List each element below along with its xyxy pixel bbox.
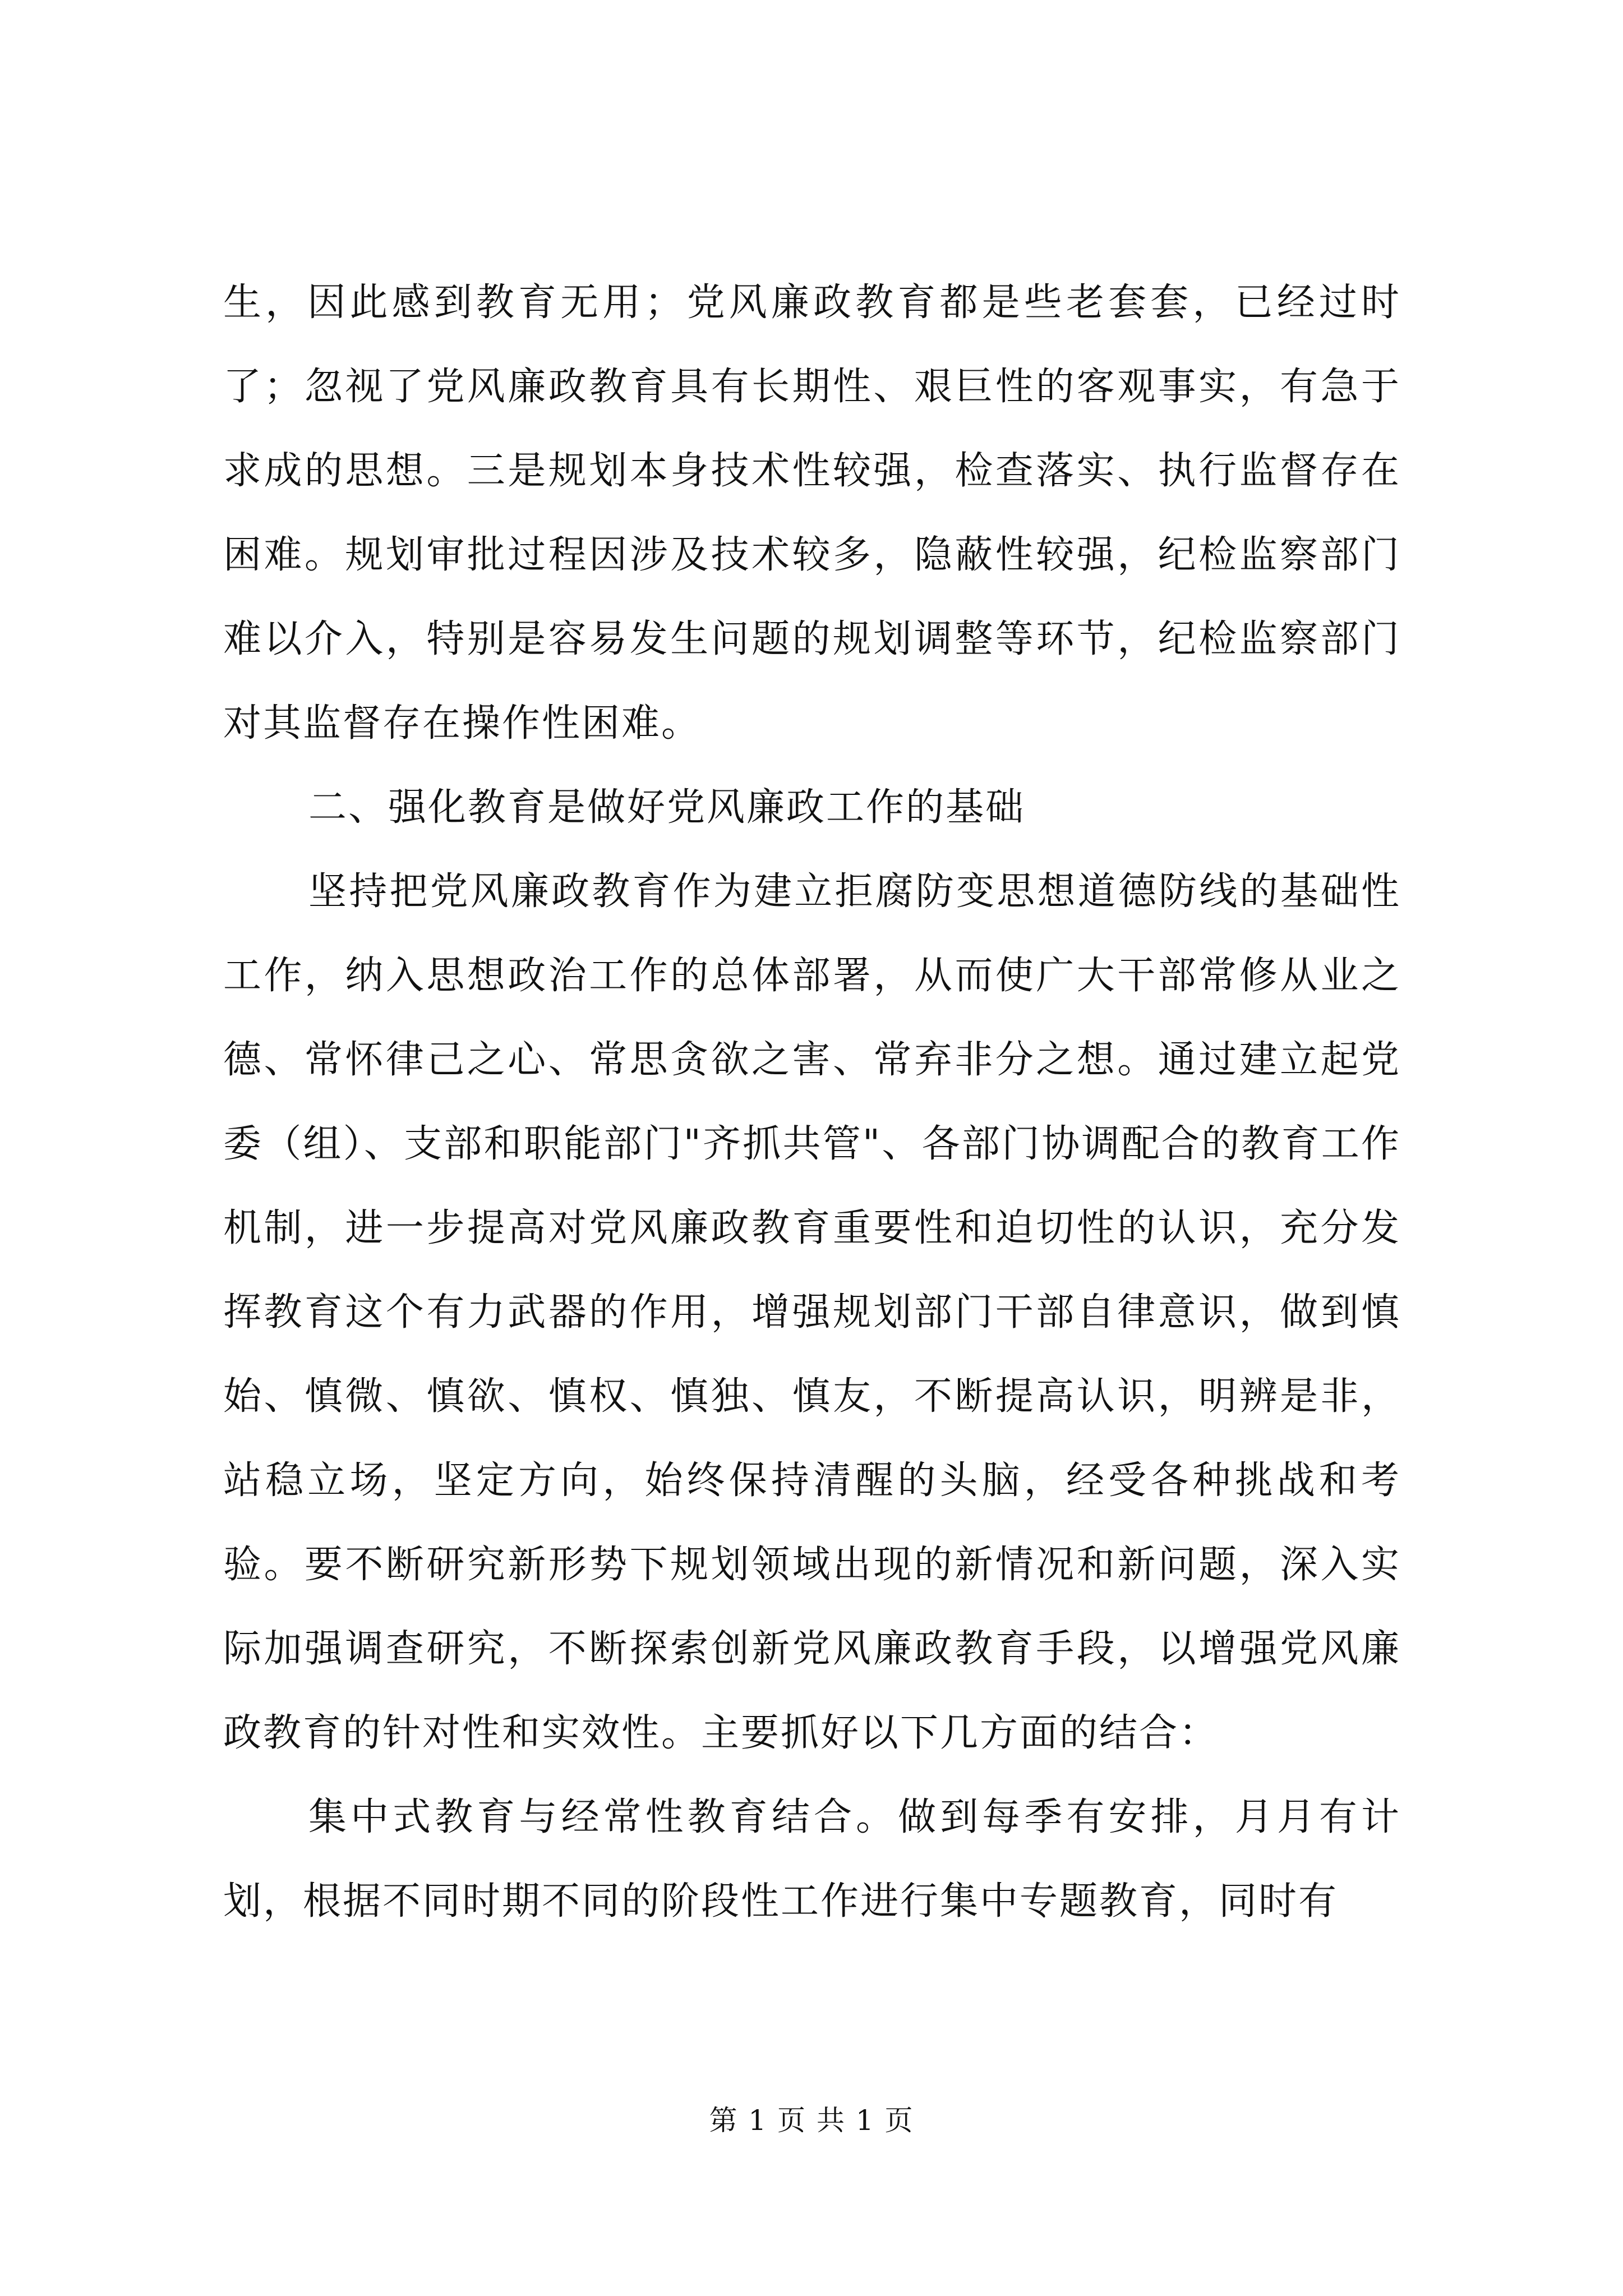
page-number-footer: 第 1 页 共 1 页 — [709, 2104, 914, 2137]
document-body — [223, 261, 1401, 1944]
paragraph-continuation: 生，因此感到教育无用；党风廉政教育都是些老套套，已经过时了；忽视了党风廉政教育具有长期性、艰巨性的客观事实，有急于求成的思想。三是规划本身技术性较强，检查落实、执行监督存在困难。规划审批过程因涉及技术较多，隐蔽性较强，纪检监察部门难以介入，特别是容易发生问题的规划调整等环节，纪检监察部门对其监督存在操作性困难。 — [223, 280, 1401, 746]
paragraph-combined-education: 集中式教育与经常性教育结合。做到每季有安排，月月有计划，根据不同时期不同的阶段性工作进行集中专题教育，同时有 — [223, 1795, 1401, 1924]
paragraph-education-basis: 坚持把党风廉政教育作为建立拒腐防变思想道德防线的基础性工作，纳入思想政治工作的总体部署，从而使广大干部常修从业之德、常怀律己之心、常思贪欲之害、常弃非分之想。通过建立起党委（组）、支部和职能部门"齐抓共管"、各部门协调配合的教育工作机制，进一步提高对党风廉政教育重要性和迫切性的认识，充分发挥教育这个有力武器的作用，增强规划部门干部自律意识，做到慎始、慎微、慎欲、慎权、慎独、慎友，不断提高认识，明辨是非，站稳立场，坚定方向，始终保持清醒的头脑，经受各种挑战和考验。要不断研究新形势下规划领域出现的新情况和新问题，深入实际加强调查研究，不断探索创新党风廉政教育手段，以增强党风廉政教育的针对性和实效性。主要抓好以下几方面的结合： — [223, 869, 1401, 1755]
section-heading: 二、强化教育是做好党风廉政工作的基础 — [308, 785, 1026, 830]
